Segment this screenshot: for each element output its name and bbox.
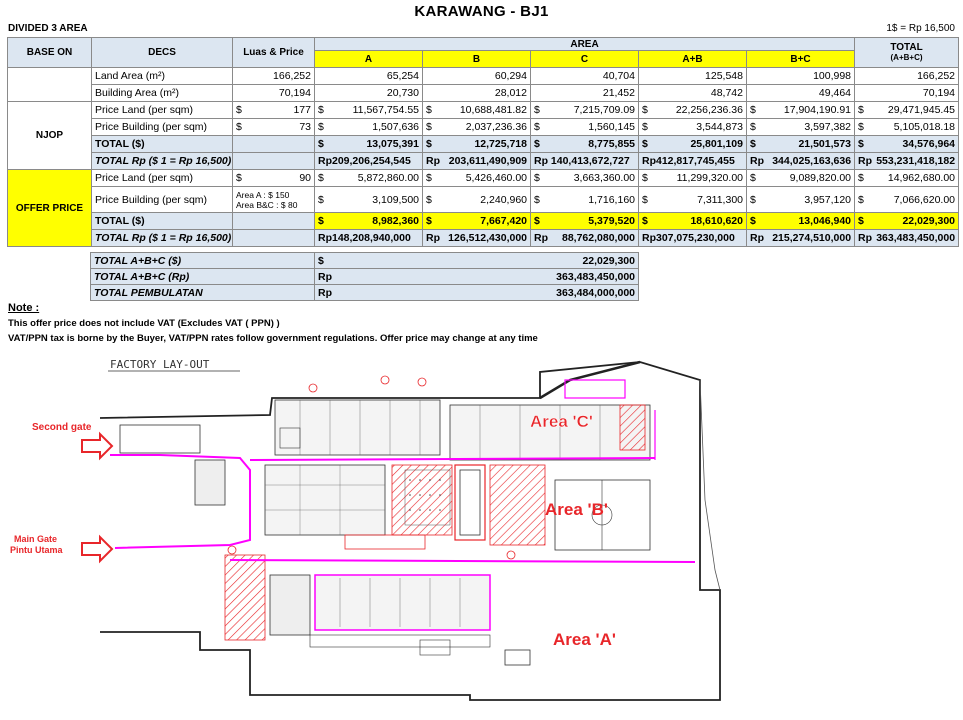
price-table [7,37,959,247]
header-bc: B+C [747,51,855,68]
pintu-utama-label: Pintu Utama [10,545,63,555]
header-a: A [315,51,423,68]
header-luas: Luas & Price [233,38,315,68]
row-offer-total-rp: TOTAL Rp ($ 1 = Rp 16,500) Rp148,208,940,000 Rp 126,512,430,000 Rp 88,762,080,000 Rp307,075,230,000 Rp 215,274,510,000 Rp 363,483,450,000 [8,230,959,247]
row-njop-total-rp: TOTAL Rp ($ 1 = Rp 16,500) Rp209,206,254,545 Rp 203,611,490,909 Rp 140,413,672,727 Rp412,817,745,455 Rp 344,025,163,636 Rp 553,231,418,182 [8,153,959,170]
header-total: TOTAL (A+B+C) [855,38,959,68]
header-decs: DECS [92,38,233,68]
summary-usd: TOTAL A+B+C ($) $ 22,029,300 [91,253,639,269]
row-building-area: Building Area (m²) 70,194 20,730 28,012 21,452 48,742 49,464 70,194 [8,85,959,102]
header-base-on: BASE ON [8,38,92,68]
note-line-1: This offer price does not include VAT (Excludes VAT ( PPN) ) [8,318,280,329]
road-line [110,455,250,548]
building-middle [265,465,385,535]
note-line-2: VAT/PPN tax is borne by the Buyer, VAT/PPN rates follow government regulations. Offer price may change at any time [8,333,538,344]
main-gate-label: Main Gate [14,534,58,544]
row-offer-price-land: OFFER PRICE Price Land (per sqm) $ 90 $ 5,872,860.00 $ 5,426,460.00 $ 3,663,360.00 $ 11,299,320.00 $ 9,089,820.00 $ 14,962,680.00 [8,170,959,187]
group-blank [8,68,92,102]
note-title: Note : [8,302,40,314]
summary-rp: TOTAL A+B+C (Rp) Rp 363,483,450,000 [91,269,639,285]
header-ab: A+B [639,51,747,68]
area-c-label: Area 'C' [530,412,593,431]
row-offer-total-usd: TOTAL ($) $ 8,982,360 $ 7,667,420 $ 5,379,520 $ 18,610,620 $ 13,046,940 $ 22,029,300 [8,213,959,230]
header-c: C [531,51,639,68]
main-gate-arrow-icon [82,537,112,561]
factory-layout [0,350,963,720]
exchange-rate: 1$ = Rp 16,500 [886,23,955,34]
row-land-area: Land Area (m²) 166,252 65,254 60,294 40,704 125,548 100,998 166,252 [8,68,959,85]
row-njop-total-usd: TOTAL ($) $ 13,075,391 $ 12,725,718 $ 8,775,855 $ 25,801,109 $ 21,501,573 $ 34,576,964 [8,136,959,153]
summary-table [90,252,639,301]
row-njop-price-building: Price Building (per sqm) $ 73 $ 1,507,636 $ 2,037,236.36 $ 1,560,145 $ 3,544,873 $ 3,597,382 $ 5,105,018.18 [8,119,959,136]
summary-rounding: TOTAL PEMBULATAN Rp 363,484,000,000 [91,285,639,301]
second-gate-label: Second gate [32,422,92,433]
group-njop: NJOP [8,102,92,170]
building-a [315,575,490,630]
header-b: B [423,51,531,68]
header-area: AREA [315,38,855,51]
page-title: KARAWANG - BJ1 [414,3,549,20]
area-b-label: Area 'B' [545,500,608,519]
area-a-label: Area 'A' [553,630,616,649]
group-offer-price: OFFER PRICE [8,170,92,247]
second-gate-arrow-icon [82,434,112,458]
divided-label: DIVIDED 3 AREA [8,23,88,34]
row-njop-price-land: NJOP Price Land (per sqm) $ 177 $ 11,567,754.55 $ 10,688,481.82 $ 7,215,709.09 $ 22,256,236.36 $ 17,904,190.91 $ 29,471,945.45 [8,102,959,119]
row-offer-price-building: Price Building (per sqm) Area A : $ 150 Area B&C : $ 80 $ 3,109,500 $ 2,240,960 $ 1,716,160 $ 7,311,300 $ 3,957,120 $ 7,066,620.00 [8,187,959,213]
layout-title: FACTORY LAY-OUT [110,358,210,371]
